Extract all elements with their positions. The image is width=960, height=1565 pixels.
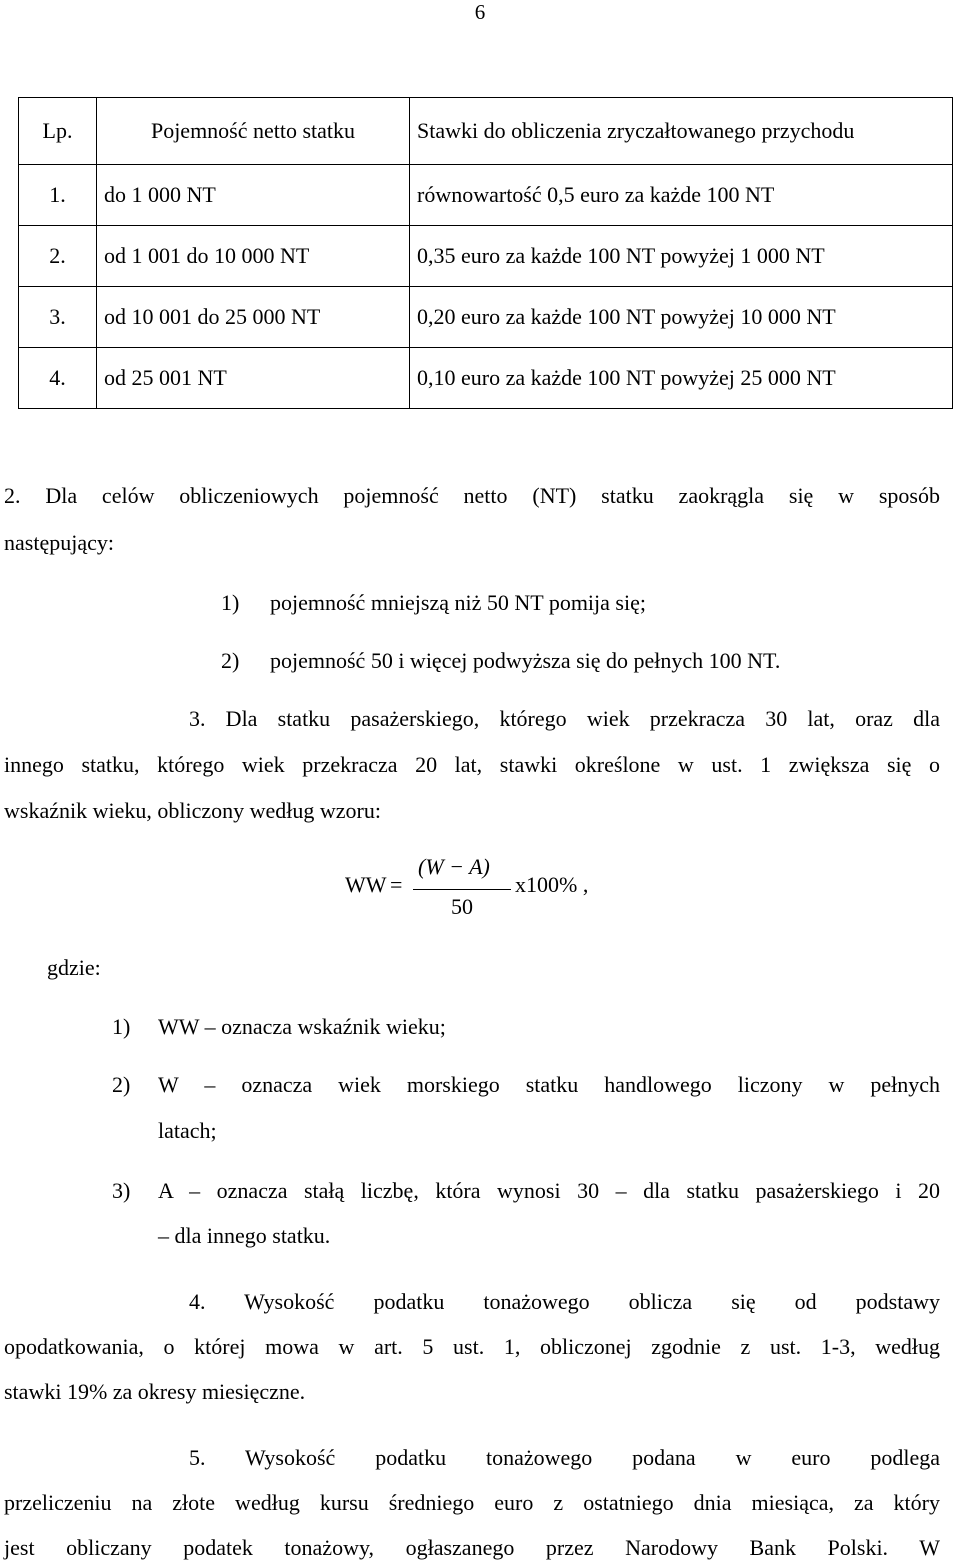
formula-denominator: 50 bbox=[451, 894, 473, 919]
definition-2-number: 2) bbox=[112, 1072, 131, 1097]
section-2-item-1-number: 1) bbox=[221, 590, 240, 615]
section-3-line-3: wskaźnik wieku, obliczony według wzoru: bbox=[4, 798, 381, 823]
section-5-line-3: jest obliczany podatek tonażowy, ogłaszanego przez Narodowy Bank Polski. W bbox=[4, 1535, 940, 1560]
section-2-item-2-text: pojemność 50 i więcej podwyższa się do pełnych 100 NT. bbox=[270, 648, 781, 673]
section-4-line-3: stawki 19% za okresy miesięczne. bbox=[4, 1379, 306, 1404]
section-3-line-1: 3. Dla statku pasażerskiego, którego wiek przekracza 30 lat, oraz dla bbox=[189, 706, 940, 731]
age-index-formula bbox=[345, 854, 625, 924]
fraction-bar bbox=[413, 889, 511, 890]
row-lp: 2. bbox=[19, 226, 97, 287]
row-rate: 0,35 euro za każde 100 NT powyżej 1 000 NT bbox=[410, 226, 953, 287]
formula-lhs: WW bbox=[345, 872, 387, 897]
row-lp: 4. bbox=[19, 348, 97, 409]
section-2-line-1: 2. Dla celów obliczeniowych pojemność netto (NT) statku zaokrągla się w sposób bbox=[4, 483, 940, 508]
definition-3-text-line-2: – dla innego statku. bbox=[158, 1223, 331, 1248]
definition-2-text-line-1: W – oznacza wiek morskiego statku handlowego liczony w pełnych bbox=[158, 1072, 940, 1097]
row-rate: 0,20 euro za każde 100 NT powyżej 10 000 NT bbox=[410, 287, 953, 348]
table-row bbox=[19, 287, 953, 348]
definition-3-number: 3) bbox=[112, 1178, 131, 1203]
table-row bbox=[19, 165, 953, 226]
definition-1-text: WW – oznacza wskaźnik wieku; bbox=[158, 1014, 446, 1039]
formula-numerator: (W − A) bbox=[418, 854, 490, 879]
rates-table bbox=[18, 97, 953, 409]
row-tonnage: do 1 000 NT bbox=[97, 165, 410, 226]
section-4-line-1: 4. Wysokość podatku tonażowego oblicza się od podstawy bbox=[189, 1289, 940, 1314]
definition-2-text-line-2: latach; bbox=[158, 1118, 217, 1143]
definition-3-text-line-1: A – oznacza stałą liczbę, która wynosi 30 – dla statku pasażerskiego i 20 bbox=[158, 1178, 940, 1203]
section-2-item-1-text: pojemność mniejszą niż 50 NT pomija się; bbox=[270, 590, 646, 615]
formula-equals: = bbox=[390, 872, 403, 897]
row-tonnage: od 1 001 do 10 000 NT bbox=[97, 226, 410, 287]
table-row bbox=[19, 348, 953, 409]
section-2-line-2: następujący: bbox=[4, 530, 114, 555]
section-5-line-1: 5. Wysokość podatku tonażowego podana w euro podlega bbox=[189, 1445, 940, 1470]
section-5-line-2: przeliczeniu na złote według kursu średniego euro z ostatniego dnia miesiąca, za który bbox=[4, 1490, 940, 1515]
definition-1-number: 1) bbox=[112, 1014, 131, 1039]
table-header-row bbox=[19, 98, 953, 165]
header-rates: Stawki do obliczenia zryczałtowanego przychodu bbox=[410, 98, 953, 165]
row-tonnage: od 10 001 do 25 000 NT bbox=[97, 287, 410, 348]
row-rate: równowartość 0,5 euro za każde 100 NT bbox=[410, 165, 953, 226]
section-2-item-2-number: 2) bbox=[221, 648, 240, 673]
row-lp: 3. bbox=[19, 287, 97, 348]
header-tonnage: Pojemność netto statku bbox=[97, 98, 410, 165]
row-rate: 0,10 euro za każde 100 NT powyżej 25 000 NT bbox=[410, 348, 953, 409]
row-lp: 1. bbox=[19, 165, 97, 226]
page-number: 6 bbox=[474, 0, 486, 24]
section-3-line-2: innego statku, którego wiek przekracza 20 lat, stawki określone w ust. 1 zwiększa się o bbox=[4, 752, 940, 777]
formula-multiplier: x100% , bbox=[515, 872, 589, 897]
section-4-line-2: opodatkowania, o której mowa w art. 5 ust. 1, obliczonej zgodnie z ust. 1-3, według bbox=[4, 1334, 940, 1359]
row-tonnage: od 25 001 NT bbox=[97, 348, 410, 409]
table-row bbox=[19, 226, 953, 287]
header-lp: Lp. bbox=[19, 98, 97, 165]
where-label: gdzie: bbox=[47, 955, 101, 980]
